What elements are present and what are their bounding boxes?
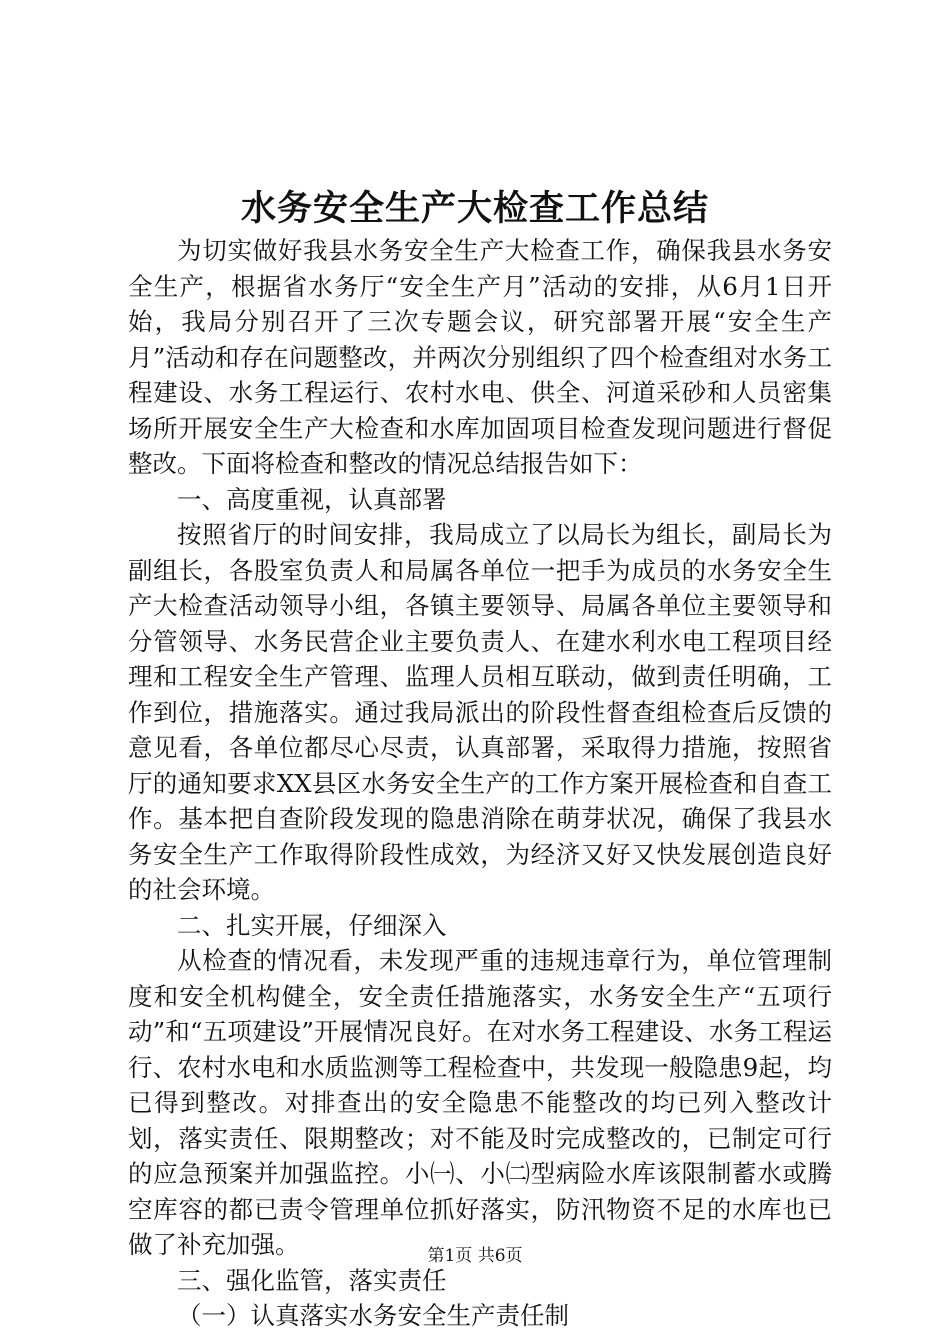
document-title: 水务安全生产大检查工作总结 [240,188,709,229]
section-2-paragraph: 从检查的情况看，未发现严重的违规违章行为，单位管理制度和安全机构健全，安全责任措施落实，水务安全生产“五项行动”和“五项建设”开展情况良好。在对水务工程建设、水务工程运行、农村水电和水质监测等工程检查中，共发现一般隐患9起，均已得到整改。对排查出的安全隐患不能整改的均已列入整改计划，落实责任、限期整改；对不能及时完成整改的，已制定可行的应急预案并加强监控。小㈠、小㈡型病险水库该限制蓄水或腾空库容的都已责令管理单位抓好落实，防汛物资不足的水库也已做了补充加强。 [128,946,832,1259]
page-number-footer: 第1页 共6页 [427,1246,523,1266]
subsection-heading-3-1: （一）认真落实水务安全生产责任制 [177,1301,569,1330]
section-heading-1: 一、高度重视，认真部署 [177,484,447,514]
section-1-paragraph: 按照省厅的时间安排，我局成立了以局长为组长，副局长为副组长，各股室负责人和局属各单位一把手为成员的水务安全生产大检查活动领导小组，各镇主要领导、局属各单位主要领导和分管领导、水务民营企业主要负责人、在建水利水电工程项目经理和工程安全生产管理、监理人员相互联动，做到责任明确，工作到位，措施落实。通过我局派出的阶段性督查组检查后反馈的意见看，各单位都尽心尽责，认真部署，采取得力措施，按照省厅的通知要求XX县区水务安全生产的工作方案开展检查和自查工作。基本把自查阶段发现的隐患消除在萌芽状况，确保了我县水务安全生产工作取得阶段性成效，为经济又好又快发展创造良好的社会环境。 [128,520,832,904]
section-heading-3: 三、强化监管，落实责任 [177,1265,447,1295]
document-body [128,233,832,1334]
section-heading-2: 二、扎实开展，仔细深入 [177,910,447,940]
intro-paragraph: 为切实做好我县水务安全生产大检查工作，确保我县水务安全生产，根据省水务厅“安全生产月”活动的安排，从6月1日开始，我局分别召开了三次专题会议，研究部署开展“安全生产月”活动和存在问题整改，并两次分别组织了四个检查组对水务工程建设、水务工程运行、农村水电、供全、河道采砂和人员密集场所开展安全生产大检查和水库加固项目检查发现问题进行督促整改。下面将检查和整改的情况总结报告如下： [128,236,832,478]
